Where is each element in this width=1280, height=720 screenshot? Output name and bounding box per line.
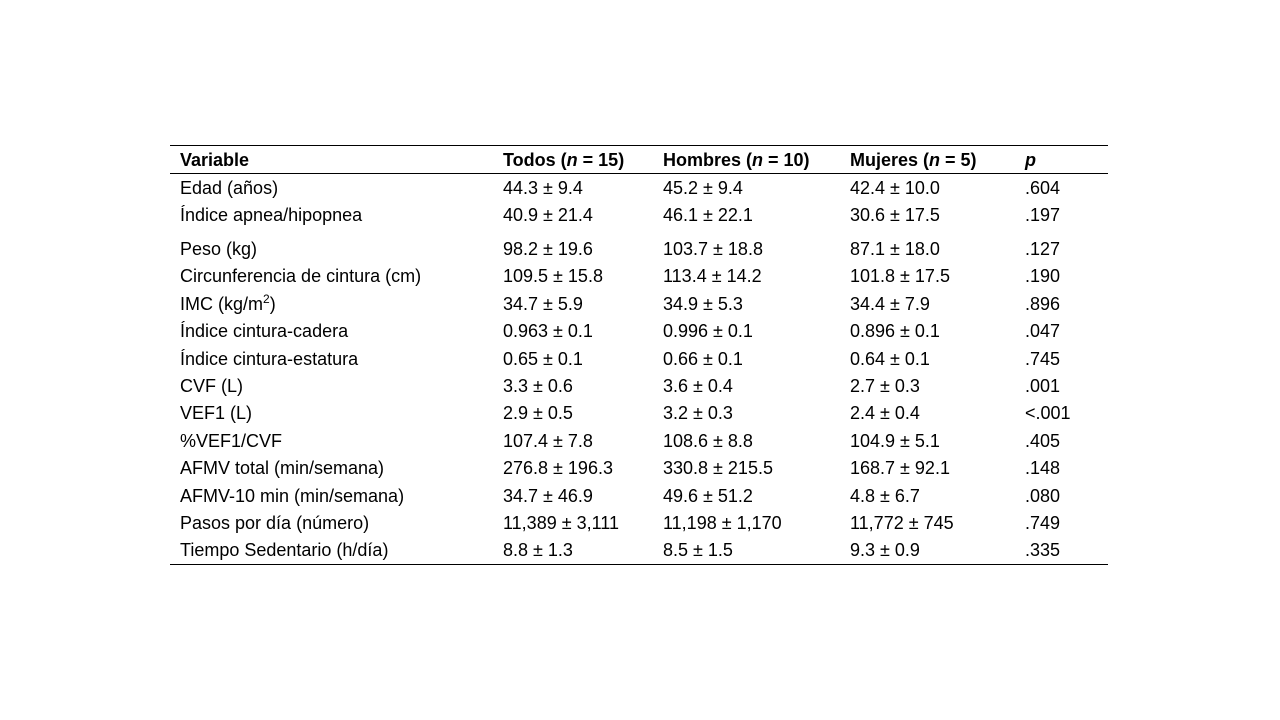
results-table-container: [170, 145, 1108, 565]
header-mujeres: Mujeres (n = 5): [840, 146, 1015, 174]
cell-variable: IMC $(kg/m^2)$: [180, 291, 276, 314]
table-row: [170, 427, 1108, 454]
table-row: [170, 229, 1108, 263]
table-row: [170, 201, 1108, 228]
cell-variable: CVF (L): [180, 376, 243, 397]
cell-todos: 3.3 ± 0.6: [503, 376, 573, 397]
cell-todos: 34.7 ± 5.9: [503, 293, 583, 314]
cell-mujeres: 34.4 ± 7.9: [850, 293, 930, 314]
cell-variable: Índice cintura-cadera: [180, 321, 349, 342]
cell-hombres: 330.8 ± 215.5: [663, 458, 773, 479]
cell-variable: Circunferencia de cintura (cm): [180, 266, 422, 287]
cell-p: .896: [1025, 293, 1061, 314]
cell-hombres: 45.2 ± 9.4: [663, 177, 743, 198]
cell-p: .405: [1025, 430, 1061, 451]
cell-p: .001: [1025, 376, 1061, 397]
cell-hombres: 0.996 ± 0.1: [663, 321, 753, 342]
cell-mujeres: 4.8 ± 6.7: [850, 485, 920, 506]
cell-todos: 276.8 ± 196.3: [503, 458, 613, 479]
cell-mujeres: 0.64 ± 0.1: [850, 348, 930, 369]
cell-mujeres: 11,772 ± 745: [850, 512, 954, 533]
imc-superscript: 2: [263, 291, 270, 306]
cell-mujeres: 101.8 ± 17.5: [850, 266, 950, 287]
cell-hombres: 8.5 ± 1.5: [653, 537, 840, 565]
table-row: [170, 482, 1108, 509]
header-p: p: [1015, 146, 1108, 174]
cell-variable: %VEF1/CVF: [180, 430, 283, 451]
header-todos: Todos (n = 15): [493, 146, 653, 174]
table-row: [170, 263, 1108, 290]
cell-p: .127: [1025, 238, 1061, 259]
cell-p: .080: [1025, 485, 1061, 506]
cell-todos: 107.4 ± 7.8: [503, 430, 593, 451]
cell-mujeres: 30.6 ± 17.5: [850, 205, 940, 226]
cell-hombres: 0.66 ± 0.1: [663, 348, 743, 369]
cell-mujeres: 168.7 ± 92.1: [850, 458, 950, 479]
cell-hombres: 103.7 ± 18.8: [663, 238, 763, 259]
cell-mujeres: 9.3 ± 0.9: [840, 537, 1015, 565]
cell-hombres: 46.1 ± 22.1: [663, 205, 753, 226]
cell-variable: Edad (años): [180, 177, 279, 198]
cell-variable: VEF1 (L): [180, 403, 253, 424]
cell-p: .047: [1025, 321, 1061, 342]
cell-hombres: 49.6 ± 51.2: [663, 485, 753, 506]
cell-todos: 40.9 ± 21.4: [503, 205, 593, 226]
header-variable: Variable: [170, 146, 493, 174]
table-header-row: [170, 146, 1108, 174]
cell-p: .190: [1025, 266, 1061, 287]
table-row: [170, 400, 1108, 427]
cell-todos: 0.963 ± 0.1: [503, 321, 593, 342]
results-table: [170, 145, 1108, 565]
cell-hombres: 3.2 ± 0.3: [663, 403, 733, 424]
header-hombres: Hombres (n = 10): [653, 146, 840, 174]
cell-mujeres: 87.1 ± 18.0: [850, 238, 940, 259]
cell-mujeres: 42.4 ± 10.0: [850, 177, 940, 198]
cell-todos: 8.8 ± 1.3: [493, 537, 653, 565]
cell-todos: 0.65 ± 0.1: [503, 348, 583, 369]
cell-variable: Índice apnea/hipopnea: [180, 205, 363, 226]
table-row: [170, 455, 1108, 482]
cell-todos: 2.9 ± 0.5: [503, 403, 573, 424]
cell-p: .745: [1025, 348, 1061, 369]
cell-p: .335: [1015, 537, 1108, 565]
cell-variable: Índice cintura-estatura: [180, 348, 359, 369]
cell-mujeres: 2.7 ± 0.3: [850, 376, 920, 397]
table-row: [170, 537, 1108, 565]
cell-mujeres: 2.4 ± 0.4: [850, 403, 920, 424]
cell-todos: 98.2 ± 19.6: [503, 238, 593, 259]
cell-hombres: 108.6 ± 8.8: [663, 430, 753, 451]
cell-p: <.001: [1025, 403, 1071, 424]
table-row: [170, 174, 1108, 202]
cell-todos: 44.3 ± 9.4: [503, 177, 583, 198]
cell-todos: 34.7 ± 46.9: [503, 485, 593, 506]
table-row: [170, 290, 1108, 317]
cell-mujeres: 0.896 ± 0.1: [850, 321, 940, 342]
cell-mujeres: 104.9 ± 5.1: [850, 430, 940, 451]
cell-todos: 109.5 ± 15.8: [503, 266, 603, 287]
cell-todos: 11,389 ± 3,111: [503, 512, 619, 533]
cell-variable: AFMV total (min/semana): [180, 458, 385, 479]
cell-hombres: 11,198 ± 1,170: [663, 512, 782, 533]
cell-variable: Tiempo Sedentario (h/día): [170, 537, 493, 565]
cell-p: .749: [1025, 512, 1061, 533]
cell-hombres: 3.6 ± 0.4: [663, 376, 733, 397]
cell-hombres: 113.4 ± 14.2: [663, 266, 762, 287]
cell-variable: Pasos por día (número): [180, 512, 370, 533]
table-row: [170, 372, 1108, 399]
cell-variable: AFMV-10 min (min/semana): [180, 485, 405, 506]
cell-hombres: 34.9 ± 5.3: [663, 293, 743, 314]
cell-p: .148: [1025, 458, 1061, 479]
cell-p: .604: [1025, 177, 1061, 198]
table-row: [170, 318, 1108, 345]
table-row: [170, 345, 1108, 372]
table-row: [170, 509, 1108, 536]
cell-variable: Peso (kg): [180, 238, 258, 259]
cell-p: .197: [1025, 205, 1061, 226]
